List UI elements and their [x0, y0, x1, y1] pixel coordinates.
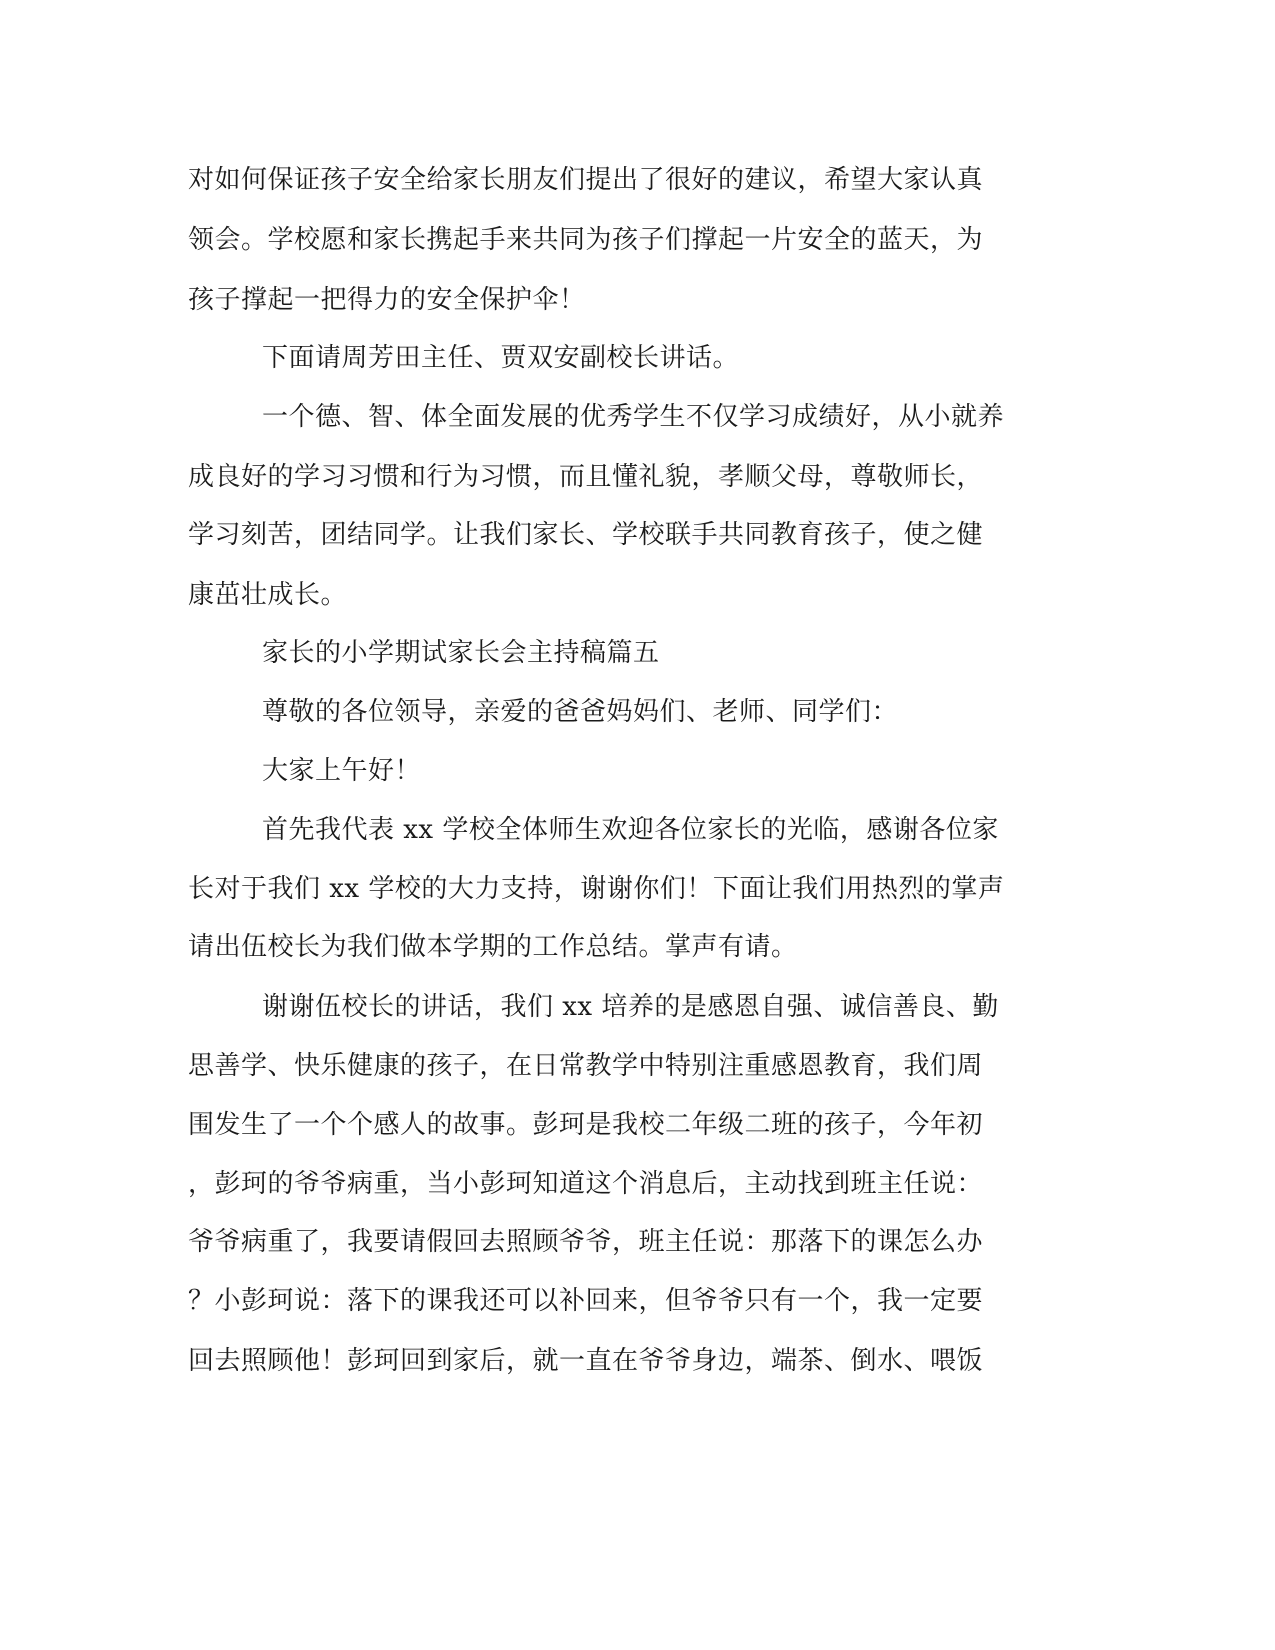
text-line: ？小彭珂说：落下的课我还可以补回来，但爷爷只有一个，我一定要: [188, 1286, 984, 1316]
text-line: 领会。学校愿和家长携起手来共同为孩子们撑起一片安全的蓝天，为: [188, 225, 984, 255]
text-line: 孩子撑起一把得力的安全保护伞！: [188, 285, 586, 315]
text-line: 谢谢伍校长的讲话，我们 xx 培养的是感恩自强、诚信善良、勤: [262, 992, 999, 1022]
text-line: 学习刻苦，团结同学。让我们家长、学校联手共同教育孩子，使之健: [188, 520, 984, 550]
text-line: 请出伍校长为我们做本学期的工作总结。掌声有请。: [188, 932, 798, 962]
text-line: 长对于我们 xx 学校的大力支持，谢谢你们！下面让我们用热烈的掌声: [188, 874, 1005, 904]
text-line: 成良好的学习习惯和行为习惯，而且懂礼貌，孝顺父母，尊敬师长，: [188, 462, 984, 492]
text-line: 下面请周芳田主任、贾双安副校长讲话。: [262, 343, 740, 373]
text-line: 回去照顾他！彭珂回到家后，就一直在爷爷身边，端茶、倒水、喂饭: [188, 1346, 984, 1376]
text-line: 首先我代表 xx 学校全体师生欢迎各位家长的光临，感谢各位家: [262, 815, 999, 845]
salutation: 尊敬的各位领导，亲爱的爸爸妈妈们、老师、同学们：: [262, 697, 899, 727]
text-line: 爷爷病重了，我要请假回去照顾爷爷，班主任说：那落下的课怎么办: [188, 1227, 984, 1257]
text-line: 康茁壮成长。: [188, 580, 348, 610]
text-line: 对如何保证孩子安全给家长朋友们提出了很好的建议，希望大家认真: [188, 165, 984, 195]
text-line: 一个德、智、体全面发展的优秀学生不仅学习成绩好，从小就养: [262, 402, 1005, 432]
text-line: ，彭珂的爷爷病重，当小彭珂知道这个消息后，主动找到班主任说：: [188, 1169, 984, 1199]
section-heading: 家长的小学期试家长会主持稿篇五: [262, 638, 660, 668]
text-line: 围发生了一个个感人的故事。彭珂是我校二年级二班的孩子，今年初: [188, 1110, 984, 1140]
text-line: 思善学、快乐健康的孩子，在日常教学中特别注重感恩教育，我们周: [188, 1051, 984, 1081]
greeting: 大家上午好！: [262, 756, 422, 786]
